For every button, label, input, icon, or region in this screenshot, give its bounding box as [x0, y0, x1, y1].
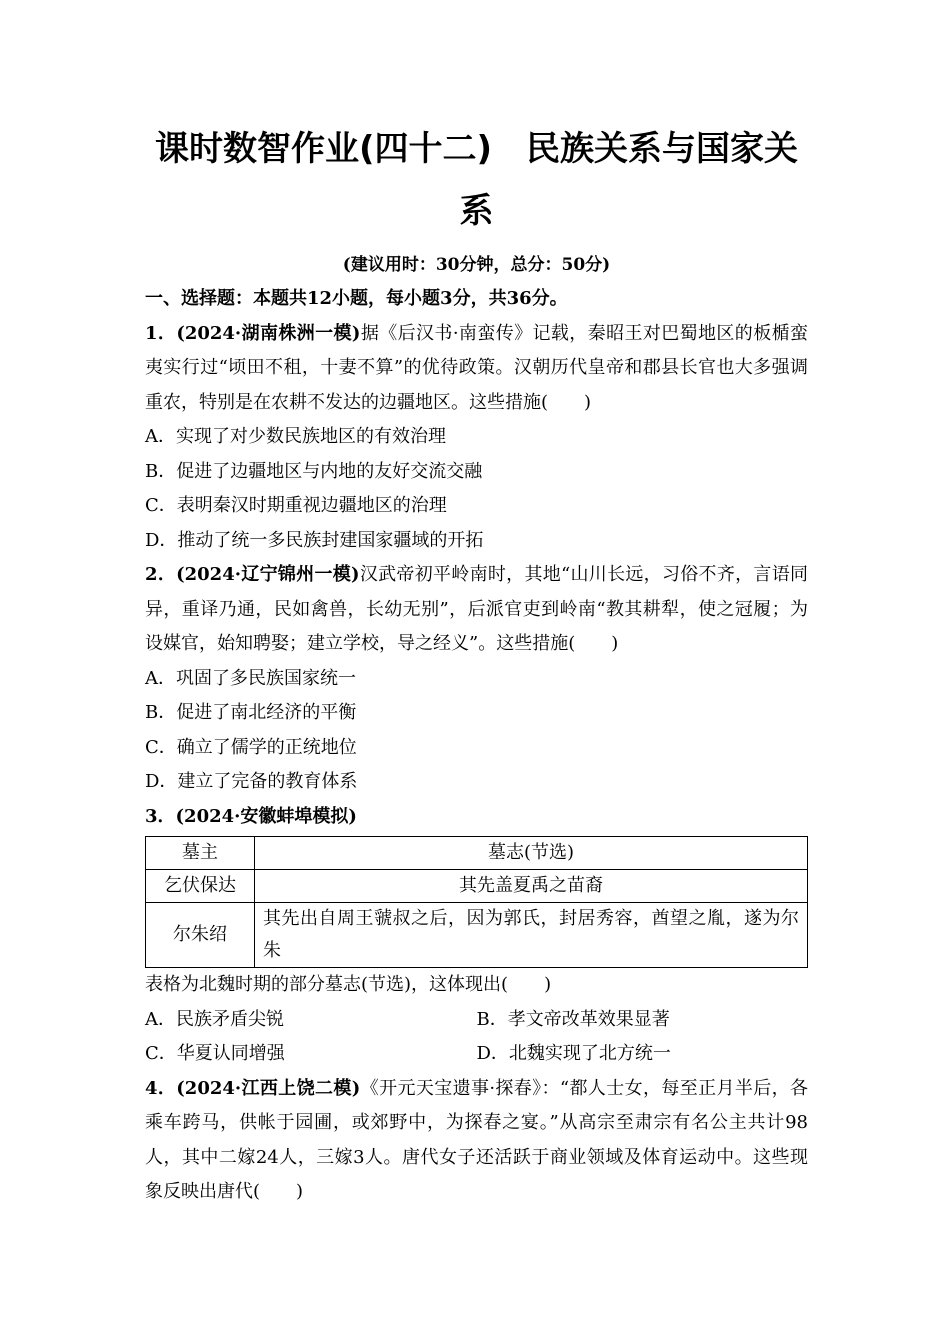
question-3-header: [145, 800, 808, 835]
question-3-option-b: B．孝文帝改革效果显著: [476, 1008, 670, 1030]
table-cell: 乞伏保达: [146, 870, 255, 903]
page-subtitle: (建议用时：30分钟，总分：50分): [342, 255, 611, 275]
section-heading: 一、选择题：本题共12小题，每小题3分，共36分。: [145, 288, 568, 309]
table-cell: 其先盖夏禹之苗裔: [255, 870, 808, 903]
question-3-options-row-2: [145, 1037, 808, 1072]
question-text: 《开元天宝遗事·探春》：“都人士女，每至正月半后，各乘车跨马，供帐于园圃，或郊野中，为探春之宴。”从高宗至肃宗有名公主共计98人，其中二嫁24人，三嫁3人。唐代女子还活跃于商业领域及体育运动中。这些现象反映出唐代( ): [145, 1077, 808, 1202]
question-1-option-c: C．表明秦汉时期重视边疆地区的治理: [145, 495, 447, 516]
question-text: 据《后汉书·南蛮传》记载，秦昭王对巴蜀地区的板楯蛮夷实行过“顷田不租，十妻不算”的优待政策。汉朝历代皇帝和郡县长官也大多强调重农，特别是在农耕不发达的边疆地区。这些措施( ): [145, 322, 808, 413]
question-text: 汉武帝初平岭南时，其地“山川长远，习俗不齐，言语同异，重译乃通，民如禽兽，长幼无别”，后派官吏到岭南“教其耕犁，使之冠履；为设媒官，始知聘娶；建立学校，导之经义”。这些措施( ): [145, 564, 808, 654]
question-source: (2024·安徽蚌埠模拟): [175, 805, 357, 827]
question-number: 1．: [145, 322, 177, 344]
question-number: 2．: [145, 564, 177, 585]
table-row: [146, 870, 808, 903]
page-title: 课时数智作业(四十二) 民族关系与国家关系: [154, 129, 799, 231]
content: [145, 282, 808, 1210]
table-header-row: [146, 837, 808, 870]
question-1-stem: [145, 317, 808, 421]
question-2-option-b: B．促进了南北经济的平衡: [145, 702, 357, 723]
table-header-cell: 墓主: [146, 837, 255, 870]
question-2-option-a: A．巩固了多民族国家统一: [145, 667, 356, 689]
epitaph-table: [145, 836, 808, 968]
question-3-options-row-1: [145, 1003, 808, 1038]
question-3-option-a: A．民族矛盾尖锐: [145, 1008, 284, 1030]
question-3-stem: 表格为北魏时期的部分墓志(节选)，这体现出( ): [145, 974, 552, 995]
question-2-option-d: D．建立了完备的教育体系: [145, 771, 358, 792]
table-row: [146, 903, 808, 968]
table-cell: 尔朱绍: [146, 903, 255, 968]
question-1-option-a: A．实现了对少数民族地区的有效治理: [145, 426, 446, 447]
question-source: (2024·辽宁锦州一模): [176, 564, 360, 585]
table-cell: 其先出自周王虢叔之后，因为郭氏，封居秀容，酋望之胤，遂为尔朱: [255, 903, 808, 968]
question-2-stem: [145, 558, 808, 662]
question-number: 3．: [145, 805, 176, 827]
question-number: 4．: [145, 1077, 177, 1099]
question-1-option-d: D．推动了统一多民族封建国家疆域的开拓: [145, 529, 484, 551]
question-source: (2024·湖南株洲一模): [176, 322, 361, 344]
question-2-option-c: C．确立了儒学的正统地位: [145, 736, 357, 758]
question-1-option-b: B．促进了边疆地区与内地的友好交流交融: [145, 460, 483, 482]
question-3-option-c: C．华夏认同增强: [145, 1043, 285, 1064]
question-source: (2024·江西上饶二模): [176, 1077, 361, 1099]
title-block: [145, 118, 808, 275]
question-3-option-d: D．北魏实现了北方统一: [476, 1043, 671, 1064]
table-header-cell: 墓志(节选): [255, 837, 808, 870]
question-4-stem: [145, 1072, 808, 1210]
